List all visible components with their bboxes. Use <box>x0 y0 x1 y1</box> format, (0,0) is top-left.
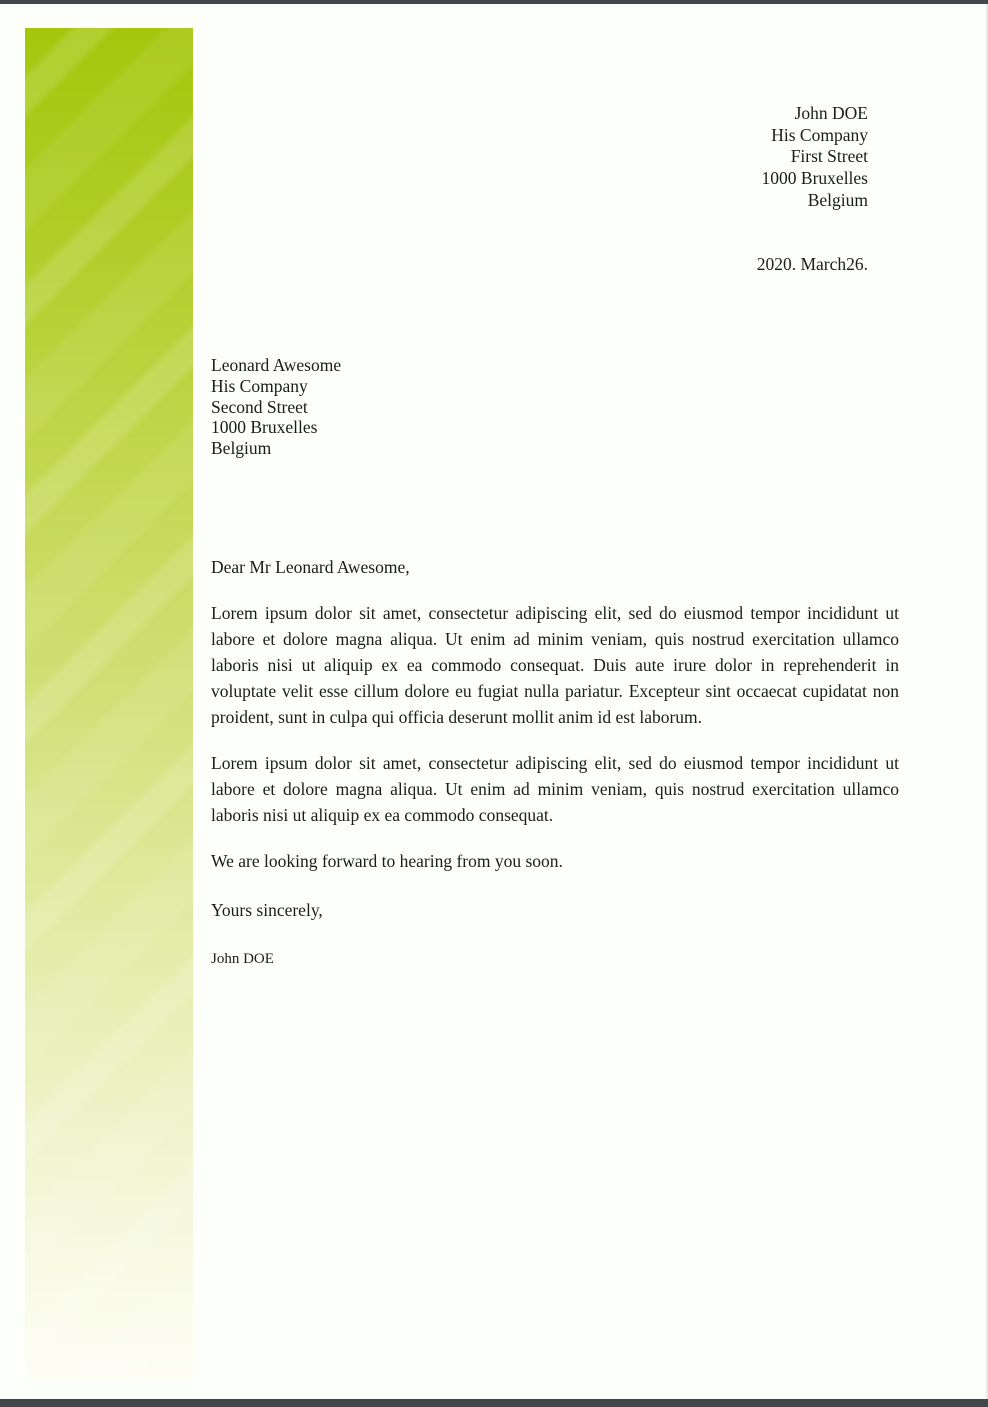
salutation: Dear Mr Leonard Awesome, <box>211 557 410 577</box>
recipient-company: His Company <box>211 375 308 396</box>
body-paragraph-1: Lorem ipsum dolor sit amet, consectetur adipiscing elit, sed do eiusmod tempor incididunt ut labore et dolore magna aliqua. Ut enim ad minim veniam, quis nostrud exercitation ullamco laboris nisi ut aliquip ex ea commodo consequat. Duis aute irure dolor in reprehenderit in voluptate velit esse cillum dolore eu fugiat nulla pariatur. Excepteur sint occaecat cupidatat non proident, sunt in culpa qui officia deserunt mollit anim id est laborum. <box>211 603 899 727</box>
recipient-street: Second Street <box>211 396 308 417</box>
letter-date: 2020. March26. <box>756 254 868 274</box>
valediction: Yours sincerely, <box>211 900 323 920</box>
body-paragraph-2: Lorem ipsum dolor sit amet, consectetur adipiscing elit, sed do eiusmod tempor incididunt ut labore et dolore magna aliqua. Ut enim ad minim veniam, quis nostrud exercitation ullamco laboris nisi ut aliquip ex ea commodo consequat. <box>211 753 899 825</box>
letterhead-gradient-bar <box>25 28 193 1380</box>
recipient-country: Belgium <box>211 438 272 459</box>
recipient-address <box>211 355 341 459</box>
recipient-city: 1000 Bruxelles <box>211 417 318 438</box>
sender-address <box>762 103 868 212</box>
sender-city: 1000 Bruxelles <box>761 168 868 189</box>
closing-line: We are looking forward to hearing from you soon. <box>211 851 563 871</box>
sender-country: Belgium <box>807 189 868 210</box>
sender-company: His Company <box>771 124 868 145</box>
page-bottom-border <box>0 1399 988 1407</box>
sender-street: First Street <box>790 146 868 167</box>
sender-name: John DOE <box>794 103 868 123</box>
page-top-border <box>0 0 988 4</box>
signature-name: John DOE <box>211 951 274 967</box>
recipient-name: Leonard Awesome <box>211 355 342 375</box>
